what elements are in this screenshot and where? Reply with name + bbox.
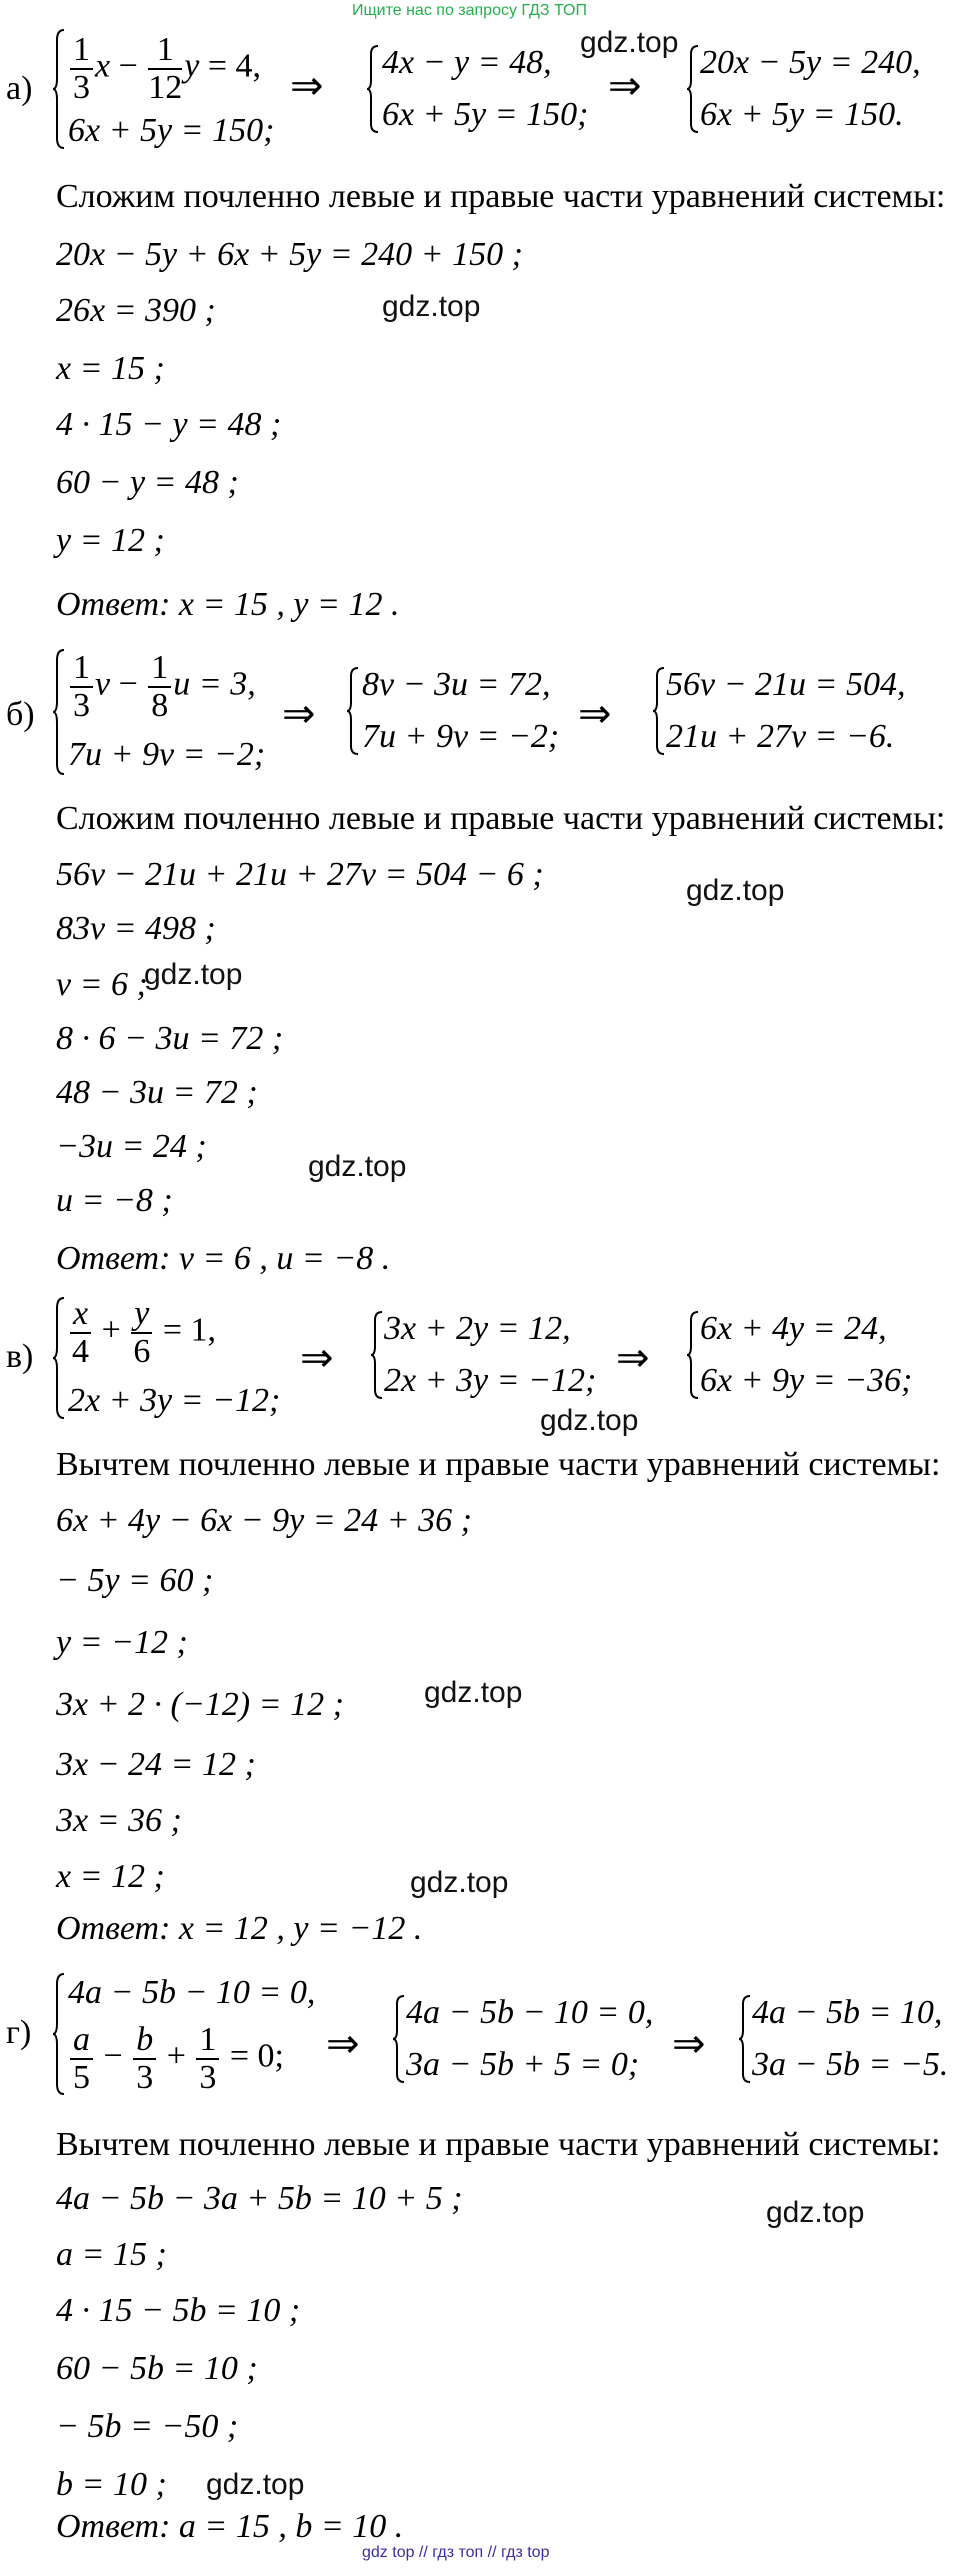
top-search-link[interactable]: Ищите нас по запросу ГДЗ ТОП <box>352 2 587 19</box>
watermark: gdz.top <box>540 1404 639 1437</box>
watermark: gdz.top <box>410 1866 509 1899</box>
section-b-step: 56v − 21u + 21u + 27v = 504 − 6 ; <box>56 856 544 893</box>
section-b-step: −3u = 24 ; <box>56 1128 207 1165</box>
section-v-system1-line1: $\frac{x}{4}$ + $\frac{y}{6}$ = 1, <box>68 1296 216 1369</box>
section-a-step: 4 · 15 − y = 48 ; <box>56 406 282 443</box>
section-v-step: x = 12 ; <box>56 1858 165 1895</box>
watermark: gdz.top <box>382 290 481 323</box>
fraction: $\frac{b}{3}$ <box>133 2022 156 2095</box>
section-b-step: 8 · 6 − 3u = 72 ; <box>56 1020 284 1057</box>
section-g-step: 4 · 15 − 5b = 10 ; <box>56 2292 301 2329</box>
section-v-system2-line2: 2x + 3y = −12; <box>384 1362 597 1399</box>
section-a-system1-line2: 6x + 5y = 150; <box>68 112 275 149</box>
fraction: $\frac{1}{8}$ <box>148 650 171 723</box>
section-b-step: v = 6 ; <box>56 966 148 1003</box>
implies-arrow: ⇒ <box>608 63 642 108</box>
section-g-system3-line1: 4a − 5b = 10, <box>752 1994 943 2031</box>
brace-icon <box>52 648 66 776</box>
section-a-step: y = 12 ; <box>56 522 165 559</box>
brace-icon <box>686 44 700 134</box>
section-g-note: Вычтем почленно левые и правые части уравнений системы: <box>56 2126 941 2163</box>
section-a-system3-line1: 20x − 5y = 240, <box>700 44 921 81</box>
section-g-system1-line2: $\frac{a}{5}$ − $\frac{b}{3}$ + $\frac{1}{3}$ = 0; <box>68 2022 284 2095</box>
section-v-step: − 5y = 60 ; <box>56 1562 214 1599</box>
section-a-system2-line1: 4x − y = 48, <box>382 44 552 81</box>
implies-arrow: ⇒ <box>672 2021 706 2066</box>
implies-arrow: ⇒ <box>282 691 316 736</box>
section-b-note: Сложим почленно левые и правые части уравнений системы: <box>56 800 946 837</box>
section-v-system3-line2: 6x + 9y = −36; <box>700 1362 913 1399</box>
section-a-system3-line2: 6x + 5y = 150. <box>700 96 904 133</box>
implies-arrow: ⇒ <box>578 691 612 736</box>
section-g-step: 60 − 5b = 10 ; <box>56 2350 258 2387</box>
fraction: $\frac{1}{12}$ <box>148 31 183 106</box>
section-b-system2-line2: 7u + 9v = −2; <box>362 718 560 755</box>
section-g-step: b = 10 ; <box>56 2466 167 2503</box>
section-b-system1-line2: 7u + 9v = −2; <box>68 736 266 773</box>
brace-icon <box>346 666 360 756</box>
section-g-step: 4a − 5b − 3a + 5b = 10 + 5 ; <box>56 2180 463 2217</box>
section-b-system3-line2: 21u + 27v = −6. <box>666 718 895 755</box>
section-v-system3-line1: 6x + 4y = 24, <box>700 1310 887 1347</box>
section-g-system1-line1: 4a − 5b − 10 = 0, <box>68 1974 316 2011</box>
section-v-step: 6x + 4y − 6x − 9y = 24 + 36 ; <box>56 1502 472 1539</box>
implies-arrow: ⇒ <box>300 1335 334 1380</box>
section-b-system3-line1: 56v − 21u = 504, <box>666 666 906 703</box>
section-v-system1-line2: 2x + 3y = −12; <box>68 1382 281 1419</box>
brace-icon <box>370 1310 384 1400</box>
bottom-footer-link[interactable]: gdz top // гдз топ // гдз top <box>362 2544 550 2561</box>
section-g-system2-line2: 3a − 5b + 5 = 0; <box>406 2046 640 2083</box>
section-b-label: б) <box>6 696 35 733</box>
section-a-system1-line1: $\frac{1}{3}$ x − $\frac{1}{12}$ y = 4, <box>68 32 261 105</box>
section-v-step: y = −12 ; <box>56 1624 188 1661</box>
brace-icon <box>52 1296 66 1420</box>
section-v-label: в) <box>6 1338 34 1375</box>
section-g-step: − 5b = −50 ; <box>56 2408 239 2445</box>
section-v-note: Вычтем почленно левые и правые части уравнений системы: <box>56 1446 941 1483</box>
watermark: gdz.top <box>424 1676 523 1709</box>
section-a-answer: Ответ: x = 15 , y = 12 . <box>56 586 400 623</box>
section-a-step: x = 15 ; <box>56 350 165 387</box>
section-b-system2-line1: 8v − 3u = 72, <box>362 666 551 703</box>
fraction: $\frac{x}{4}$ <box>70 1296 91 1369</box>
fraction: $\frac{1}{3}$ <box>70 650 93 723</box>
implies-arrow: ⇒ <box>326 2021 360 2066</box>
watermark: gdz.top <box>206 2468 305 2501</box>
watermark: gdz.top <box>686 874 785 907</box>
section-g-system2-line1: 4a − 5b − 10 = 0, <box>406 1994 654 2031</box>
section-v-step: 3x − 24 = 12 ; <box>56 1746 256 1783</box>
watermark: gdz.top <box>580 26 679 59</box>
section-a-label: а) <box>6 70 33 107</box>
section-v-system2-line1: 3x + 2y = 12, <box>384 1310 571 1347</box>
section-a-step: 60 − y = 48 ; <box>56 464 239 501</box>
brace-icon <box>52 1972 66 2096</box>
section-b-answer: Ответ: v = 6 , u = −8 . <box>56 1240 391 1277</box>
implies-arrow: ⇒ <box>290 63 324 108</box>
fraction: $\frac{a}{5}$ <box>70 2022 93 2095</box>
brace-icon <box>652 666 666 756</box>
brace-icon <box>738 1994 752 2084</box>
brace-icon <box>686 1310 700 1400</box>
section-a-note: Сложим почленно левые и правые части уравнений системы: <box>56 178 946 215</box>
fraction: $\frac{y}{6}$ <box>131 1296 152 1369</box>
section-g-label: г) <box>6 2014 32 2051</box>
section-b-step: 48 − 3u = 72 ; <box>56 1074 258 1111</box>
section-v-answer: Ответ: x = 12 , y = −12 . <box>56 1910 423 1947</box>
section-a-system2-line2: 6x + 5y = 150; <box>382 96 589 133</box>
section-a-step: 20x − 5y + 6x + 5y = 240 + 150 ; <box>56 236 523 273</box>
fraction: $\frac{1}{3}$ <box>196 2022 219 2095</box>
watermark: gdz.top <box>308 1150 407 1183</box>
section-b-step: 83v = 498 ; <box>56 910 216 947</box>
brace-icon <box>392 1994 406 2084</box>
brace-icon <box>366 44 380 134</box>
section-b-system1-line1: $\frac{1}{3}$ v − $\frac{1}{8}$ u = 3, <box>68 650 256 723</box>
brace-icon <box>52 28 66 150</box>
fraction: $\frac{1}{3}$ <box>70 32 93 105</box>
section-b-step: u = −8 ; <box>56 1182 173 1219</box>
section-g-system3-line2: 3a − 5b = −5. <box>752 2046 949 2083</box>
section-a-step: 26x = 390 ; <box>56 292 216 329</box>
watermark: gdz.top <box>766 2196 865 2229</box>
section-g-step: a = 15 ; <box>56 2236 167 2273</box>
watermark: gdz.top <box>144 958 243 991</box>
section-v-step: 3x + 2 · (−12) = 12 ; <box>56 1686 344 1723</box>
section-g-answer: Ответ: a = 15 , b = 10 . <box>56 2508 404 2545</box>
implies-arrow: ⇒ <box>616 1335 650 1380</box>
section-v-step: 3x = 36 ; <box>56 1802 182 1839</box>
